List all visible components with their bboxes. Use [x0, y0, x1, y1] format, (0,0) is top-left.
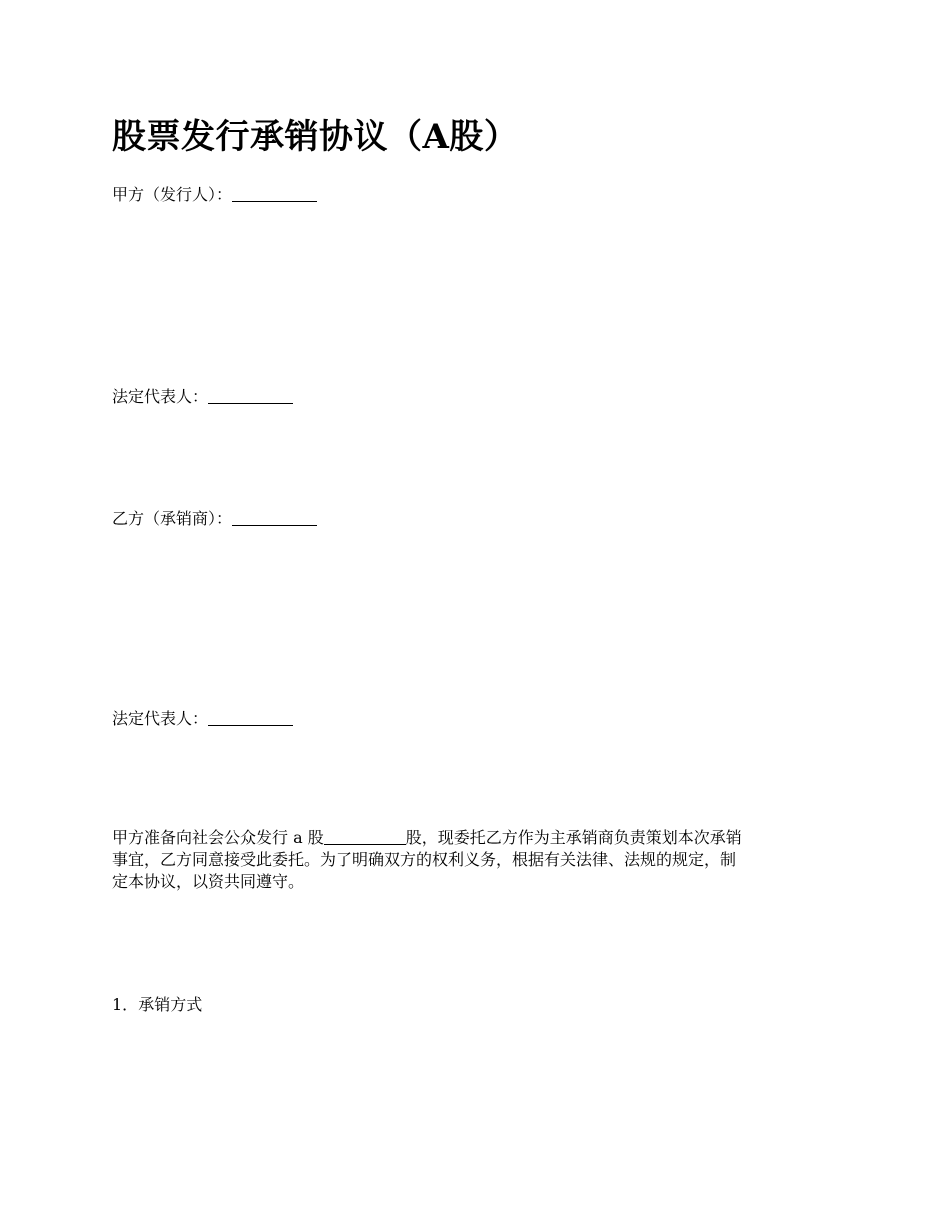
intro-text-part-2: 股，现委托乙方作为主承销商负责策划本次承销 [405, 828, 742, 847]
party-a-representative-blank [208, 388, 293, 404]
intro-line-2: 事宜，乙方同意接受此委托。为了明确双方的权利义务，根据有关法律、法规的规定，制 [112, 850, 737, 869]
party-b-representative-blank [208, 710, 293, 726]
section-1-heading [112, 994, 202, 1016]
section-1-number: 1． [112, 995, 139, 1014]
intro-paragraph [112, 827, 842, 893]
party-a-label: 甲方（发行人）： [112, 185, 233, 204]
party-a-line [112, 184, 317, 206]
intro-line-1 [112, 827, 842, 849]
party-b-line [112, 508, 317, 530]
share-count-blank [324, 829, 406, 845]
party-a-representative-line [112, 386, 293, 408]
section-1-title: 承销方式 [138, 995, 203, 1014]
party-b-representative-line [112, 708, 293, 730]
document-title: 股票发行承销协议（A股） [112, 117, 519, 157]
intro-line-3: 定本协议，以资共同遵守。 [112, 872, 305, 891]
party-b-label: 乙方（承销商）： [112, 509, 233, 528]
party-b-representative-label: 法定代表人： [112, 709, 209, 728]
party-b-blank [232, 510, 317, 526]
party-a-representative-label: 法定代表人： [112, 387, 209, 406]
intro-text-part-1: 甲方准备向社会公众发行 a 股 [112, 828, 324, 847]
party-a-blank [232, 186, 317, 202]
